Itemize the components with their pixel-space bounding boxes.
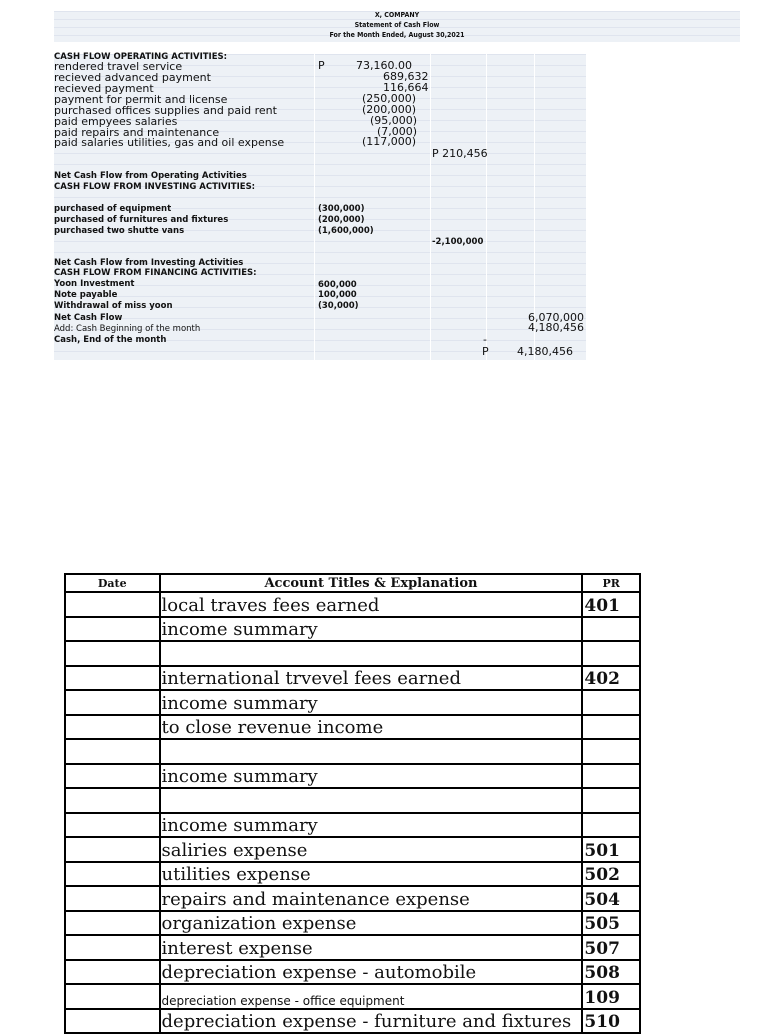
date-cell xyxy=(65,911,160,936)
cash-end-dash: - xyxy=(483,333,487,346)
date-cell xyxy=(65,764,160,789)
financing-heading: CASH FLOW FROM FINANCING ACTIVITIES: xyxy=(54,268,257,278)
date-cell xyxy=(65,592,160,617)
peso-prefix: P xyxy=(482,345,489,358)
operating-item-label: paid empyees salaries xyxy=(54,115,178,128)
date-cell xyxy=(65,862,160,887)
account-cell: depreciation expense - furniture and fixtures xyxy=(160,1009,583,1034)
cash-end-label: Cash, End of the month xyxy=(54,335,167,345)
operating-total: P 210,456 xyxy=(432,147,488,160)
operating-item-label: rendered travel service xyxy=(54,60,183,73)
table-row xyxy=(65,813,640,838)
operating-item-amount: (95,000) xyxy=(370,114,418,127)
investing-item-label: purchased of furnitures and fixtures xyxy=(54,215,229,225)
date-cell xyxy=(65,960,160,985)
account-cell xyxy=(160,641,583,666)
account-cell xyxy=(160,739,583,764)
pr-cell xyxy=(582,690,640,715)
pr-cell: 505 xyxy=(582,911,640,936)
operating-heading: CASH FLOW OPERATING ACTIVITIES: xyxy=(54,52,228,62)
investing-item-label: purchased two shutte vans xyxy=(54,226,185,236)
table-row xyxy=(65,935,640,960)
operating-item-label: paid repairs and maintenance xyxy=(54,126,220,139)
financing-item-label: Note payable xyxy=(54,290,118,300)
table-row xyxy=(65,739,640,764)
account-cell: income summary xyxy=(160,617,583,642)
date-cell xyxy=(65,788,160,813)
account-cell: depreciation expense - automobile xyxy=(160,960,583,985)
company-name: X, COMPANY xyxy=(374,11,420,19)
pr-cell xyxy=(582,715,640,740)
table-row xyxy=(65,1009,640,1034)
date-cell xyxy=(65,690,160,715)
date-cell xyxy=(65,641,160,666)
closing-entries-table xyxy=(64,573,641,1034)
account-cell: depreciation expense - office equipment xyxy=(160,984,583,1009)
date-cell xyxy=(65,617,160,642)
column-header-pr: PR xyxy=(582,574,640,592)
operating-item-amount: 689,632 xyxy=(383,70,429,83)
operating-item-amount: (200,000) xyxy=(362,103,417,116)
peso-prefix: P xyxy=(318,59,325,72)
financing-item-amount: 100,000 xyxy=(318,290,357,300)
net-cash-flow-label: Net Cash Flow xyxy=(54,313,123,323)
account-cell: saliries expense xyxy=(160,837,583,862)
pr-cell xyxy=(582,617,640,642)
account-cell: to close revenue income xyxy=(160,715,583,740)
pr-cell: 401 xyxy=(582,592,640,617)
table-row xyxy=(65,592,640,617)
date-cell xyxy=(65,715,160,740)
date-cell xyxy=(65,837,160,862)
grid-column-line xyxy=(486,54,487,360)
table-row xyxy=(65,960,640,985)
date-cell xyxy=(65,739,160,764)
operating-item-label: recieved advanced payment xyxy=(54,71,211,84)
account-cell: organization expense xyxy=(160,911,583,936)
table-row xyxy=(65,617,640,642)
operating-item-amount: (250,000) xyxy=(362,92,417,105)
pr-cell xyxy=(582,739,640,764)
date-cell xyxy=(65,935,160,960)
financing-item-amount: 600,000 xyxy=(318,280,357,290)
pr-cell: 109 xyxy=(582,984,640,1009)
cash-beginning-label: Add: Cash Beginning of the month xyxy=(54,324,201,334)
account-cell: income summary xyxy=(160,813,583,838)
pr-cell xyxy=(582,813,640,838)
table-row xyxy=(65,862,640,887)
operating-item-amount: (117,000) xyxy=(362,135,417,148)
cash-end-value: 4,180,456 xyxy=(517,345,573,358)
pr-cell: 504 xyxy=(582,886,640,911)
operating-item-label: recieved payment xyxy=(54,82,154,95)
date-cell xyxy=(65,886,160,911)
date-cell xyxy=(65,666,160,691)
cash-beginning-value: 4,180,456 xyxy=(528,321,584,334)
table-row xyxy=(65,641,640,666)
account-cell: utilities expense xyxy=(160,862,583,887)
account-cell: income summary xyxy=(160,764,583,789)
investing-item-amount: (300,000) xyxy=(318,204,365,214)
pr-cell xyxy=(582,764,640,789)
date-cell xyxy=(65,1009,160,1034)
statement-title: Statement of Cash Flow xyxy=(354,21,440,29)
table-row xyxy=(65,886,640,911)
date-cell xyxy=(65,984,160,1009)
net-cash-flow-value: 6,070,000 xyxy=(528,311,584,324)
operating-item-amount: 73,160.00 xyxy=(356,59,412,72)
pr-cell: 502 xyxy=(582,862,640,887)
investing-item-amount: (200,000) xyxy=(318,215,365,225)
investing-item-amount: (1,600,000) xyxy=(318,226,374,236)
account-cell: international trvevel fees earned xyxy=(160,666,583,691)
table-row xyxy=(65,690,640,715)
operating-item-amount: 116,664 xyxy=(383,81,429,94)
pr-cell: 501 xyxy=(582,837,640,862)
account-cell: local traves fees earned xyxy=(160,592,583,617)
account-cell: income summary xyxy=(160,690,583,715)
financing-item-label: Withdrawal of miss yoon xyxy=(54,301,173,311)
financing-item-amount: (30,000) xyxy=(318,301,359,311)
financing-item-label: Yoon Investment xyxy=(54,279,135,289)
pr-cell xyxy=(582,788,640,813)
column-header-date: Date xyxy=(65,574,160,592)
date-cell xyxy=(65,813,160,838)
investing-item-label: purchased of equipment xyxy=(54,204,172,214)
pr-cell: 510 xyxy=(582,1009,640,1034)
account-cell: repairs and maintenance expense xyxy=(160,886,583,911)
account-cell: interest expense xyxy=(160,935,583,960)
table-header-row xyxy=(65,574,640,592)
net-investing-label: Net Cash Flow from Investing Activities xyxy=(54,258,244,268)
table-row xyxy=(65,911,640,936)
investing-total: -2,100,000 xyxy=(432,237,484,247)
grid-column-line xyxy=(430,54,431,360)
operating-item-label: purchased offices supplies and paid rent xyxy=(54,104,277,117)
table-row xyxy=(65,764,640,789)
table-row xyxy=(65,715,640,740)
operating-item-label: paid salaries utilities, gas and oil expense xyxy=(54,136,285,149)
pr-cell: 508 xyxy=(582,960,640,985)
pr-cell xyxy=(582,641,640,666)
account-cell xyxy=(160,788,583,813)
net-operating-label: Net Cash Flow from Operating Activities xyxy=(54,171,247,181)
column-header-account: Account Titles & Explanation xyxy=(160,574,583,592)
table-row xyxy=(65,666,640,691)
pr-cell: 507 xyxy=(582,935,640,960)
table-row xyxy=(65,788,640,813)
pr-cell: 402 xyxy=(582,666,640,691)
grid-column-line xyxy=(314,54,315,360)
operating-item-label: payment for permit and license xyxy=(54,93,228,106)
investing-heading: CASH FLOW FROM INVESTING ACTIVITIES: xyxy=(54,182,256,192)
table-row xyxy=(65,837,640,862)
operating-item-amount: (7,000) xyxy=(377,125,418,138)
table-row xyxy=(65,984,640,1009)
statement-period: For the Month Ended, August 30,2021 xyxy=(329,31,465,39)
